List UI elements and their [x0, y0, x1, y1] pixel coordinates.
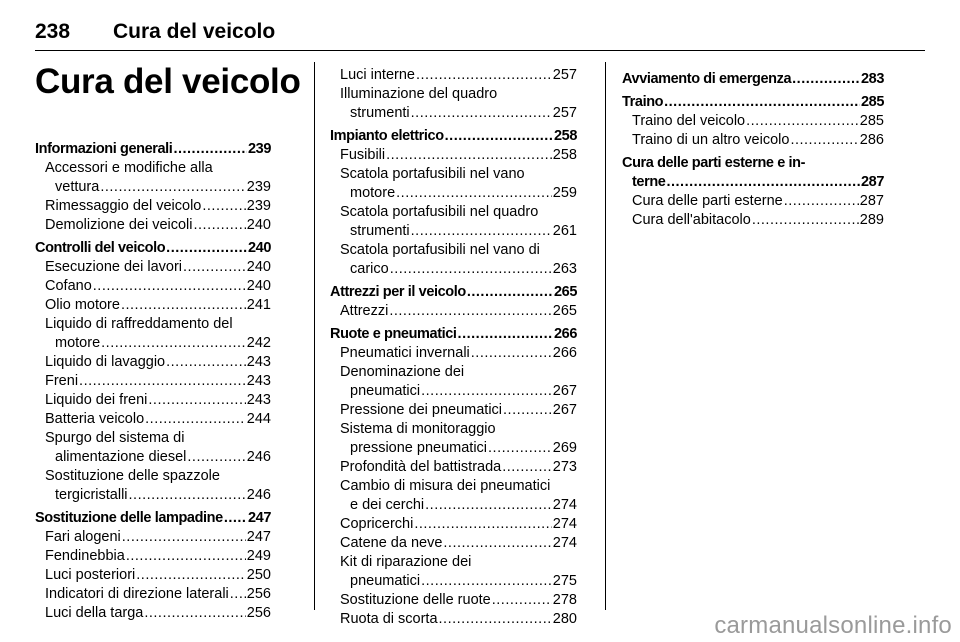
toc-page-number: 246 [246, 487, 271, 503]
toc-entry-text: Cofano [45, 278, 92, 294]
toc-entry-text: motore [350, 185, 396, 201]
dot-leader [746, 112, 859, 131]
dot-leader [411, 104, 552, 123]
dot-leader [416, 66, 552, 85]
toc-entry-text: Luci della targa [45, 605, 144, 621]
chapter-title: Cura del veicolo [35, 62, 301, 101]
toc-page-number: 239 [246, 198, 271, 214]
toc-entry-text: Copricerchi [340, 516, 414, 532]
toc-entry[interactable] [330, 66, 577, 85]
toc-entry-text: Traino di un altro veicolo [632, 132, 790, 148]
toc-entry[interactable] [35, 528, 271, 547]
toc-entry-text: vettura [55, 179, 100, 195]
toc-page-number: 274 [552, 516, 577, 532]
toc-page-number: 265 [554, 284, 577, 300]
toc-entry-text: Liquido di lavaggio [45, 354, 166, 370]
toc-page-number: 266 [554, 326, 577, 342]
dot-leader [752, 211, 859, 230]
toc-entry[interactable] [330, 203, 577, 241]
dot-leader [439, 610, 552, 629]
toc-entry-text: motore [55, 335, 101, 351]
toc-entry-text: Sostituzione delle spazzole [45, 468, 220, 484]
toc-entry-text: Ruote e pneumatici [330, 326, 457, 342]
dot-leader [458, 325, 553, 344]
dot-leader [467, 283, 553, 302]
toc-section-entry[interactable] [330, 283, 577, 302]
toc-entry[interactable] [35, 372, 271, 391]
toc-entry[interactable] [330, 610, 577, 629]
toc-entry-text: Kit di riparazione dei [340, 554, 472, 570]
toc-entry-text: Impianto elettrico [330, 128, 444, 144]
toc-entry-text: tergicristalli [55, 487, 128, 503]
toc-section-entry[interactable] [35, 140, 271, 159]
watermark: carmanualsonline.info [714, 612, 952, 639]
toc-entry-text: Olio motore [45, 297, 120, 313]
dot-leader [425, 496, 552, 515]
toc-page-number: 275 [552, 573, 577, 589]
toc-entry-text: pneumatici [350, 383, 421, 399]
toc-section-entry[interactable] [622, 70, 884, 89]
toc-entry-text: Denominazione dei [340, 364, 465, 380]
toc-page-number: 243 [246, 354, 271, 370]
toc-entry-text: Informazioni generali [35, 141, 173, 157]
dot-leader [411, 222, 552, 241]
toc-page-number: 267 [552, 383, 577, 399]
toc-page-number: 257 [552, 67, 577, 83]
dot-leader [664, 93, 860, 112]
toc-entry[interactable] [330, 458, 577, 477]
toc-entry-text: Esecuzione dei lavori [45, 259, 183, 275]
toc-page-number: 240 [246, 259, 271, 275]
toc-page-number: 258 [554, 128, 577, 144]
dot-leader [145, 410, 246, 429]
toc-entry[interactable] [622, 112, 884, 131]
toc-entry[interactable] [35, 547, 271, 566]
toc-entry-text: Batteria veicolo [45, 411, 145, 427]
toc-entry[interactable] [330, 534, 577, 553]
running-title: Cura del veicolo [113, 20, 276, 43]
toc-entry-text: Sistema di monitoraggio [340, 421, 496, 437]
dot-leader [166, 239, 247, 258]
dot-leader [784, 192, 859, 211]
toc-section-entry[interactable] [622, 154, 884, 192]
toc-entry[interactable] [35, 585, 271, 604]
toc-entry-text: Freni [45, 373, 79, 389]
dot-leader [790, 131, 858, 150]
toc-entry-text: carico [350, 261, 389, 277]
dot-leader [136, 566, 246, 585]
toc-page-number: 263 [552, 261, 577, 277]
toc-entry-text: pneumatici [350, 573, 421, 589]
toc-page-number: 243 [246, 392, 271, 408]
toc-page-number: 240 [246, 278, 271, 294]
toc-entry[interactable] [35, 197, 271, 216]
toc-entry[interactable] [622, 131, 884, 150]
toc-page-number: 241 [246, 297, 271, 313]
dot-leader [414, 515, 551, 534]
dot-leader [122, 528, 246, 547]
toc-entry-text: Pneumatici invernali [340, 345, 470, 361]
toc-entry-text: Scatola portafusibili nel vano [340, 166, 525, 182]
toc-entry[interactable] [330, 401, 577, 420]
dot-leader [101, 334, 246, 353]
toc-entry-text: Sostituzione delle ruote [340, 592, 491, 608]
toc-entry[interactable] [35, 410, 271, 429]
toc-section-entry[interactable] [622, 93, 884, 112]
dot-leader [488, 439, 552, 458]
page-header [35, 20, 925, 52]
toc-page-number: 256 [246, 586, 271, 602]
toc-entry[interactable] [330, 146, 577, 165]
toc-page-number: 239 [248, 141, 271, 157]
dot-leader [390, 260, 552, 279]
toc-entry[interactable] [35, 429, 271, 467]
toc-entry-text: Luci posteriori [45, 567, 136, 583]
dot-leader [79, 372, 246, 391]
toc-entry[interactable] [35, 258, 271, 277]
toc-entry-text: Catene da neve [340, 535, 443, 551]
dot-leader [389, 302, 551, 321]
page-number: 238 [35, 20, 71, 43]
toc-entry-text: Accessori e modifiche alla [45, 160, 213, 176]
toc-entry-text: terne [632, 174, 666, 190]
toc-page-number: 244 [246, 411, 271, 427]
dot-leader [471, 344, 552, 363]
toc-column-2 [330, 66, 577, 629]
dot-leader [126, 547, 246, 566]
column-divider [314, 62, 315, 610]
toc-entry[interactable] [622, 211, 884, 230]
toc-page-number: 273 [552, 459, 577, 475]
dot-leader [183, 258, 246, 277]
toc-entry-text: Fusibili [340, 147, 386, 163]
toc-page-number: 247 [248, 510, 271, 526]
toc-entry-text: Cambio di misura dei pneumatici [340, 478, 551, 494]
toc-entry-text: Indicatori di direzione laterali [45, 586, 229, 602]
toc-entry-text: Rimessaggio del veicolo [45, 198, 202, 214]
dot-leader [386, 146, 552, 165]
toc-entry-text: Traino [622, 94, 664, 110]
dot-leader [173, 140, 247, 159]
toc-entry-text: Traino del veicolo [632, 113, 746, 129]
toc-entry-text: Avviamento di emergenza [622, 71, 792, 87]
dot-leader [421, 382, 552, 401]
toc-entry[interactable] [330, 344, 577, 363]
toc-entry-text: Fendinebbia [45, 548, 125, 564]
toc-page-number: 240 [248, 240, 271, 256]
dot-leader [502, 458, 552, 477]
toc-column-3 [622, 70, 884, 230]
dot-leader [230, 585, 246, 604]
toc-entry-text: Illuminazione del quadro [340, 86, 498, 102]
toc-page-number: 289 [859, 212, 884, 228]
toc-page-number: 285 [861, 94, 884, 110]
dot-leader [445, 127, 553, 146]
dot-leader [202, 197, 245, 216]
toc-page-number: 266 [552, 345, 577, 361]
dot-leader [443, 534, 551, 553]
toc-page-number: 239 [246, 179, 271, 195]
toc-section-entry[interactable] [330, 325, 577, 344]
toc-entry[interactable] [35, 353, 271, 372]
toc-entry-text: alimentazione diesel [55, 449, 187, 465]
toc-entry[interactable] [330, 241, 577, 279]
dot-leader [792, 70, 860, 89]
toc-entry[interactable] [35, 159, 271, 197]
toc-entry-text: Cura delle parti esterne [632, 193, 783, 209]
toc-entry-text: Liquido dei freni [45, 392, 148, 408]
toc-entry[interactable] [35, 216, 271, 235]
toc-entry-text: Demolizione dei veicoli [45, 217, 193, 233]
toc-page-number: 278 [552, 592, 577, 608]
toc-entry-text: Cura dell'abitacolo [632, 212, 751, 228]
toc-entry-text: Sostituzione delle lampadine [35, 510, 223, 526]
toc-page-number: 256 [246, 605, 271, 621]
dot-leader [93, 277, 246, 296]
toc-page-number: 243 [246, 373, 271, 389]
toc-entry-text: Luci interne [340, 67, 415, 83]
toc-page-number: 287 [861, 174, 884, 190]
toc-page-number: 242 [246, 335, 271, 351]
toc-page-number: 257 [552, 105, 577, 121]
toc-section-entry[interactable] [35, 509, 271, 528]
toc-entry[interactable] [35, 277, 271, 296]
dot-leader [503, 401, 552, 420]
toc-entry[interactable] [35, 566, 271, 585]
toc-entry[interactable] [330, 85, 577, 123]
toc-entry-text: e dei cerchi [350, 497, 425, 513]
toc-entry[interactable] [330, 515, 577, 534]
toc-page-number: 269 [552, 440, 577, 456]
toc-page-number: 258 [552, 147, 577, 163]
toc-entry-text: Ruota di scorta [340, 611, 438, 627]
toc-page-number: 267 [552, 402, 577, 418]
toc-entry-text: Spurgo del sistema di [45, 430, 185, 446]
dot-leader [100, 178, 245, 197]
toc-entry-text: Cura delle parti esterne e in- [622, 155, 806, 171]
dot-leader [121, 296, 246, 315]
toc-entry-text: Fari alogeni [45, 529, 121, 545]
toc-entry-text: Liquido di raffreddamento del [45, 316, 233, 332]
toc-entry[interactable] [330, 553, 577, 591]
dot-leader [666, 173, 860, 192]
header-rule [35, 50, 925, 51]
toc-entry[interactable] [330, 363, 577, 401]
toc-entry[interactable] [35, 391, 271, 410]
toc-entry-text: Scatola portafusibili nel vano di [340, 242, 540, 258]
toc-page-number: 274 [552, 535, 577, 551]
toc-page-number: 247 [246, 529, 271, 545]
toc-section-entry[interactable] [35, 239, 271, 258]
dot-leader [396, 184, 552, 203]
toc-entry[interactable] [330, 302, 577, 321]
toc-page-number: 259 [552, 185, 577, 201]
toc-page-number: 274 [552, 497, 577, 513]
toc-entry[interactable] [330, 420, 577, 458]
toc-page-number: 265 [552, 303, 577, 319]
dot-leader [224, 509, 247, 528]
toc-page-number: 287 [859, 193, 884, 209]
toc-page-number: 261 [552, 223, 577, 239]
toc-entry[interactable] [622, 192, 884, 211]
dot-leader [129, 486, 246, 505]
toc-entry[interactable] [330, 591, 577, 610]
toc-entry-text: Attrezzi per il veicolo [330, 284, 466, 300]
toc-entry[interactable] [35, 467, 271, 505]
dot-leader [194, 216, 246, 235]
column-divider [605, 62, 606, 610]
toc-page-number: 240 [246, 217, 271, 233]
toc-entry[interactable] [330, 477, 577, 515]
toc-page-number: 280 [552, 611, 577, 627]
dot-leader [166, 353, 246, 372]
dot-leader [187, 448, 245, 467]
toc-entry-text: pressione pneumatici [350, 440, 488, 456]
toc-entry[interactable] [35, 604, 271, 623]
toc-entry[interactable] [35, 315, 271, 353]
toc-page-number: 249 [246, 548, 271, 564]
toc-page-number: 286 [859, 132, 884, 148]
dot-leader [144, 604, 245, 623]
toc-page-number: 285 [859, 113, 884, 129]
dot-leader [148, 391, 245, 410]
toc-entry-text: Controlli del veicolo [35, 240, 166, 256]
toc-page-number: 246 [246, 449, 271, 465]
toc-entry-text: Attrezzi [340, 303, 389, 319]
toc-entry-text: strumenti [350, 105, 410, 121]
toc-entry-text: strumenti [350, 223, 410, 239]
dot-leader [421, 572, 552, 591]
toc-entry[interactable] [35, 296, 271, 315]
toc-column-1 [35, 140, 271, 623]
toc-page-number: 283 [861, 71, 884, 87]
dot-leader [492, 591, 552, 610]
toc-entry-text: Pressione dei pneumatici [340, 402, 503, 418]
toc-entry[interactable] [330, 165, 577, 203]
toc-page-number: 250 [246, 567, 271, 583]
toc-entry-text: Scatola portafusibili nel quadro [340, 204, 539, 220]
toc-section-entry[interactable] [330, 127, 577, 146]
toc-entry-text: Profondità del battistrada [340, 459, 502, 475]
